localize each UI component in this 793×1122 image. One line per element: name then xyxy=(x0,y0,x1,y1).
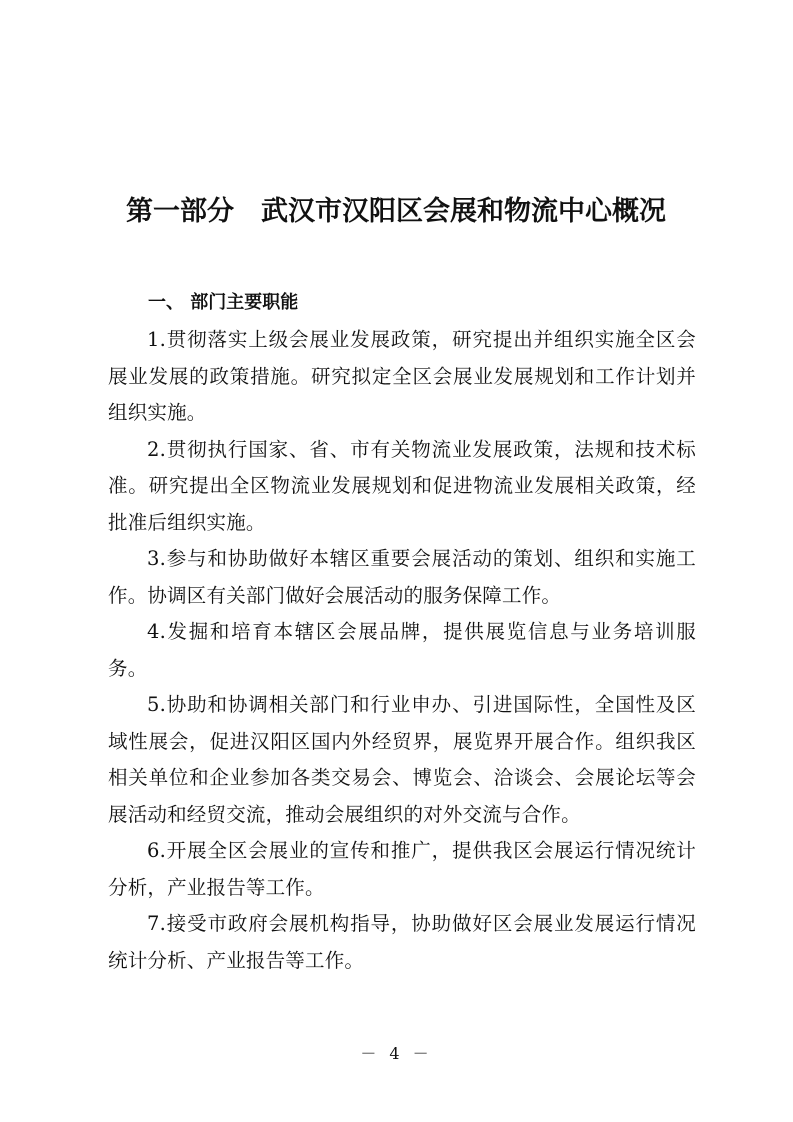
duty-paragraph-2: 2.贯彻执行国家、省、市有关物流业发展政策，法规和技术标准。研究提出全区物流业发展规划和促进物流业发展相关政策，经批准后组织实施。 xyxy=(108,437,696,534)
duty-paragraph-4: 4.发掘和培育本辖区会展品牌，提供展览信息与业务培训服务。 xyxy=(108,620,696,680)
duty-paragraph-7: 7.接受市政府会展机构指导，协助做好区会展业发展运行情况统计分析、产业报告等工作。 xyxy=(108,912,696,972)
section-heading: 一、 部门主要职能 xyxy=(148,292,299,313)
duties-list xyxy=(108,322,696,979)
duty-paragraph-5: 5.协助和协调相关部门和行业申办、引进国际性，全国性及区域性展会，促进汉阳区国内外经贸界，展览界开展合作。组织我区相关单位和企业参加各类交易会、博览会、洽谈会、会展论坛等会展活动和经贸交流，推动会展组织的对外交流与合作。 xyxy=(108,693,696,826)
duty-paragraph-3: 3.参与和协助做好本辖区重要会展活动的策划、组织和实施工作。协调区有关部门做好会展活动的服务保障工作。 xyxy=(108,547,696,607)
page-number: － 4 － xyxy=(360,1044,433,1063)
duty-paragraph-6: 6.开展全区会展业的宣传和推广，提供我区会展运行情况统计分析，产业报告等工作。 xyxy=(108,839,696,899)
page-title: 第一部分 武汉市汉阳区会展和物流中心概况 xyxy=(126,196,666,227)
duty-paragraph-1: 1.贯彻落实上级会展业发展政策，研究提出并组织实施全区会展业发展的政策措施。研究拟定全区会展业发展规划和工作计划并组织实施。 xyxy=(108,328,696,424)
